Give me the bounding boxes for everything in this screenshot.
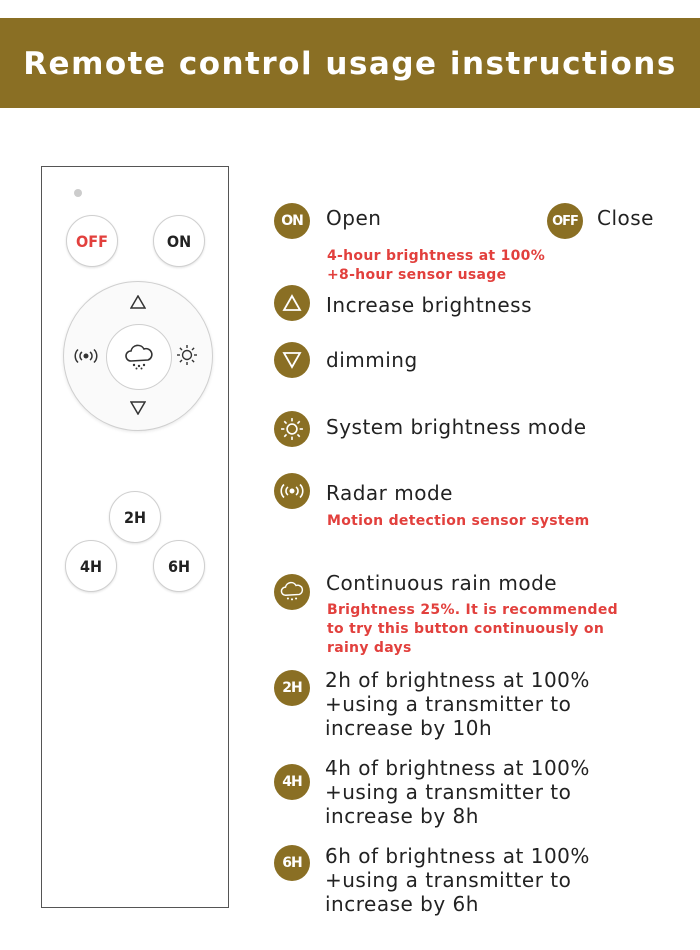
- on-button[interactable]: ON: [153, 215, 205, 267]
- timer-2h-icon: 2H: [274, 670, 310, 706]
- rain-note-2: to try this button continuously on: [327, 621, 605, 637]
- h4-description: [325, 756, 590, 828]
- timer-4h-button[interactable]: 4H: [65, 540, 117, 592]
- h6-description: [325, 844, 590, 916]
- timer-6h-icon: 6H: [274, 845, 310, 881]
- decrease-button[interactable]: [126, 398, 150, 418]
- h4-line-1: 4h of brightness at 100%: [325, 756, 590, 780]
- on-label: Open: [326, 206, 382, 230]
- off-label: Close: [597, 206, 654, 230]
- sun-icon: [176, 344, 198, 366]
- h2-line-3: increase by 10h: [325, 716, 493, 740]
- on-badge-icon: ON: [274, 203, 310, 239]
- dimming-label: dimming: [326, 348, 418, 372]
- rain-note-3: rainy days: [327, 640, 412, 656]
- radar-icon: [73, 348, 99, 364]
- title-banner: [0, 18, 700, 108]
- h6-line-1: 6h of brightness at 100%: [325, 844, 590, 868]
- system-mode-label: System brightness mode: [326, 415, 587, 439]
- radar-label: Radar mode: [326, 481, 453, 505]
- triangle-down-icon: [274, 342, 310, 378]
- h6-line-3: increase by 6h: [325, 892, 479, 916]
- timer-2h-button[interactable]: 2H: [109, 491, 161, 543]
- h4-line-2: +using a transmitter to: [325, 780, 572, 804]
- remote-control: [41, 166, 229, 908]
- h4-line-3: increase by 8h: [325, 804, 479, 828]
- indicator-light: [74, 189, 82, 197]
- h2-description: [325, 668, 590, 740]
- timer-6h-button[interactable]: 6H: [153, 540, 205, 592]
- triangle-up-icon: [274, 285, 310, 321]
- direction-pad: [63, 281, 213, 431]
- triangle-up-icon: [130, 295, 146, 309]
- triangle-down-icon: [130, 401, 146, 415]
- rain-note-1: Brightness 25%. It is recommended: [327, 602, 618, 618]
- page-title: Remote control usage instructions: [23, 46, 677, 82]
- radar-button[interactable]: [70, 344, 102, 368]
- brightness-mode-button[interactable]: [174, 342, 200, 368]
- timer-4h-icon: 4H: [274, 764, 310, 800]
- rain-cloud-icon: [274, 574, 310, 610]
- rain-mode-button[interactable]: [106, 324, 172, 390]
- off-badge-icon: OFF: [547, 203, 583, 239]
- sun-icon: [274, 411, 310, 447]
- increase-label: Increase brightness: [326, 293, 533, 317]
- h6-line-2: +using a transmitter to: [325, 868, 572, 892]
- off-button[interactable]: OFF: [66, 215, 118, 267]
- increase-button[interactable]: [126, 292, 150, 312]
- rain-cloud-icon: [123, 344, 155, 370]
- h2-line-1: 2h of brightness at 100%: [325, 668, 590, 692]
- rain-label: Continuous rain mode: [326, 571, 558, 595]
- on-note-2: +8-hour sensor usage: [327, 267, 507, 283]
- radar-note: Motion detection sensor system: [327, 513, 590, 529]
- radar-icon: [274, 473, 310, 509]
- h2-line-2: +using a transmitter to: [325, 692, 572, 716]
- on-note-1: 4-hour brightness at 100%: [327, 248, 546, 264]
